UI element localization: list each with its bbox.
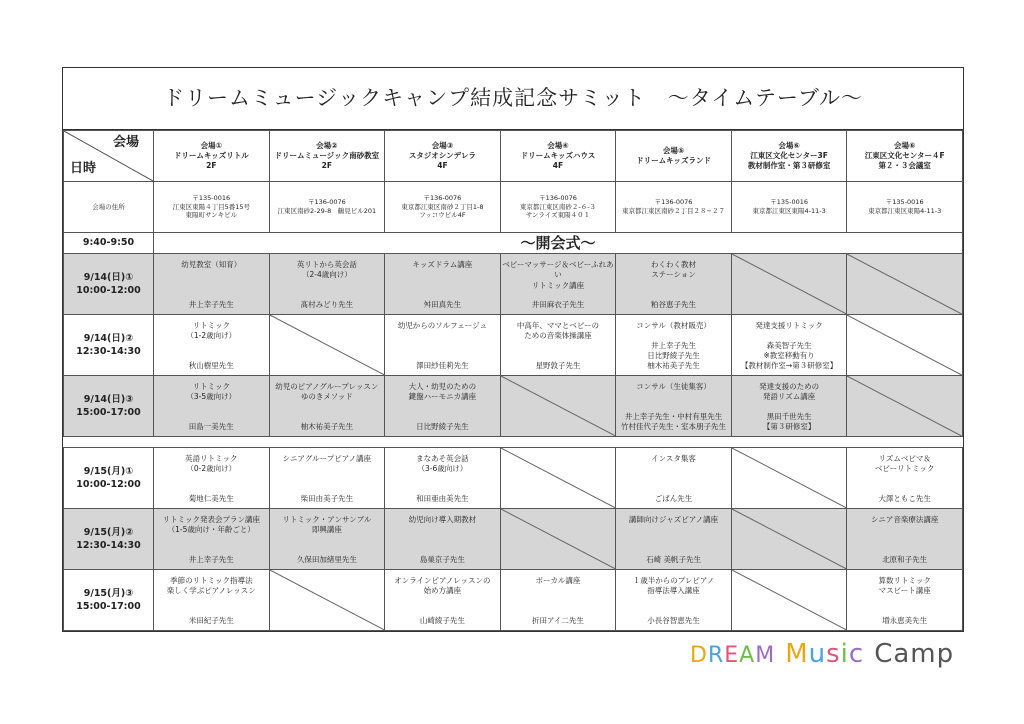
empty-session-cell	[500, 509, 616, 570]
logo-word-3: Camp	[874, 639, 955, 669]
venue-header-2: 会場② ドリームミュージック南砂教室 2F	[269, 131, 385, 182]
session-title: わくわく教材 ステーション	[651, 260, 697, 280]
venue-header-row	[64, 131, 963, 182]
empty-slot-diagonal	[732, 448, 847, 508]
session-teacher: 柚木祐美子先生	[300, 422, 354, 432]
dream-music-camp-logo	[690, 636, 955, 672]
session-title: リトミック・アンサンブル 即興講座	[282, 515, 372, 535]
session-cell	[385, 254, 501, 315]
session-content	[385, 260, 500, 310]
session-content	[270, 454, 385, 504]
timetable	[63, 130, 963, 631]
session-teacher: 石崎 美帆子先生	[646, 555, 701, 565]
venue-header-6: 会場⑥ 江東区文化センター3F 教材制作室・第３研修室	[731, 131, 847, 182]
session-cell	[731, 376, 847, 437]
session-content	[501, 321, 616, 371]
session-title: キッズドラム講座	[412, 260, 473, 270]
session-content	[154, 382, 269, 432]
venue-header-4: 会場④ ドリームキッズハウス 4F	[500, 131, 616, 182]
session-cell	[154, 570, 270, 631]
session-teacher: 髙村みどり先生	[300, 300, 354, 310]
session-teacher: 舛田真先生	[423, 300, 462, 310]
session-cell	[731, 315, 847, 376]
logo-letter: M	[785, 639, 809, 669]
session-cell	[269, 509, 385, 570]
session-title: 英語リトミック （0-2歳向け）	[185, 454, 238, 474]
session-teacher: 星野敦子先生	[535, 361, 581, 371]
empty-session-cell	[731, 448, 847, 509]
session-teacher: 島巣京子先生	[419, 555, 465, 565]
session-cell	[616, 376, 732, 437]
session-teacher: 小長谷智恵先生	[647, 616, 700, 626]
session-cell	[500, 254, 616, 315]
session-cell	[269, 376, 385, 437]
opening-row	[64, 233, 963, 254]
session-title: １歳半からのプレピアノ 指導法導入講座	[632, 576, 715, 596]
session-content	[616, 321, 731, 371]
venue-address-2: 〒136-0076 江東区南砂2-29-8 鶴見ビル201	[269, 182, 385, 233]
venue-address-5: 〒136-0076 東京都江東区南砂２丁目２８−２７	[616, 182, 732, 233]
session-content	[385, 576, 500, 626]
venue-address-7: 〒135-0016 東京都江東区東陽4-11-3	[847, 182, 963, 233]
session-time: 9/14(日)② 12:30-14:30	[64, 315, 154, 376]
session-content	[732, 321, 847, 371]
logo-letter: i	[840, 639, 849, 669]
venue-header-5: 会場⑤ ドリームキッズランド	[616, 131, 732, 182]
session-content	[154, 454, 269, 504]
day-separator	[64, 437, 963, 448]
day-separator-row	[64, 437, 963, 448]
logo-letter: D	[690, 643, 708, 668]
session-title: 英リトから英会話 （2-4歳向け）	[296, 260, 357, 280]
session-content	[847, 454, 962, 504]
session-teacher: 秋山樹里先生	[188, 361, 234, 371]
session-teacher: ごぱん先生	[654, 494, 693, 504]
session-title: コンサル（生徒集客）	[636, 382, 711, 392]
session-teacher: 北原和子先生	[882, 555, 928, 565]
empty-session-cell	[847, 376, 963, 437]
session-content	[501, 576, 616, 626]
logo-letter: A	[739, 643, 756, 668]
session-content	[270, 260, 385, 310]
session-row	[64, 376, 963, 437]
session-time: 9/15(月)③ 15:00-17:00	[64, 570, 154, 631]
empty-session-cell	[731, 254, 847, 315]
session-title: オンラインピアノレッスンの 始め方講座	[394, 576, 491, 596]
empty-slot-diagonal	[847, 315, 962, 375]
session-cell	[500, 315, 616, 376]
session-time: 9/15(月)② 12:30-14:30	[64, 509, 154, 570]
session-title: リトミック （3-5歳向け）	[186, 382, 237, 402]
session-content	[732, 382, 847, 432]
timetable-sheet	[62, 67, 964, 632]
session-title: 算数リトミック マスビート講座	[878, 576, 931, 596]
session-teacher: 久保田加緒里先生	[296, 555, 357, 565]
session-title: 季節のリトミック指導法 楽しく学ぶピアノレッスン	[166, 576, 256, 596]
session-title: ボーカル講座	[535, 576, 581, 586]
session-content	[154, 260, 269, 310]
logo-letter: E	[724, 643, 740, 668]
venue-address-3: 〒136-0076 東京都江東区南砂２丁目1-8 フッコウビル4F	[385, 182, 501, 233]
session-cell	[154, 509, 270, 570]
page-title: ドリームミュージックキャンプ結成記念サミット ～タイムテーブル～	[63, 68, 963, 130]
session-time: 9/15(月)① 10:00-12:00	[64, 448, 154, 509]
session-teacher: 大澤ともこ先生	[878, 494, 931, 504]
session-teacher: 井上幸子先生 日比野綾子先生 柚木祐美子先生	[647, 340, 700, 371]
session-teacher: 澤田紗佳莉先生	[416, 361, 469, 371]
empty-session-cell	[269, 570, 385, 631]
session-title: インスタ集客	[651, 454, 696, 464]
empty-slot-diagonal	[501, 448, 616, 508]
venue-header-7: 会場⑥ 江東区文化センター４F 第２・３会議室	[847, 131, 963, 182]
session-cell	[154, 254, 270, 315]
session-teacher: 森美智子先生 ※教室移動有り 【教材制作室→第３研修室】	[740, 340, 838, 371]
opening-time: 9:40-9:50	[64, 233, 154, 254]
logo-word-1	[690, 639, 775, 669]
session-content	[270, 382, 385, 432]
empty-slot-diagonal	[501, 509, 616, 569]
session-teacher: 和田亜由美先生	[416, 494, 469, 504]
session-teacher: 米田紀子先生	[188, 616, 234, 626]
session-title: リズムベビマ＆ ベビーリトミック	[874, 454, 935, 474]
empty-slot-diagonal	[847, 376, 962, 436]
session-content	[616, 454, 731, 504]
session-cell	[500, 570, 616, 631]
session-cell	[385, 315, 501, 376]
empty-slot-diagonal	[732, 254, 847, 314]
session-cell	[616, 570, 732, 631]
session-title: 幼児からのソルフェージュ	[397, 321, 487, 331]
logo-letter: u	[808, 639, 827, 669]
session-cell	[269, 254, 385, 315]
session-cell	[847, 570, 963, 631]
session-cell	[269, 448, 385, 509]
venue-header-1: 会場① ドリームキッズリトル 2F	[154, 131, 270, 182]
empty-slot-diagonal	[270, 315, 385, 375]
session-teacher: 粕谷恵子先生	[651, 300, 697, 310]
session-content	[616, 515, 731, 565]
session-title: シニアグループピアノ講座	[282, 454, 372, 464]
session-title: 大人・幼児のための 鍵盤ハーモニカ講座	[408, 382, 477, 402]
session-title: 講師向けジャズピアノ講座	[628, 515, 719, 525]
session-teacher: 田島一美先生	[188, 422, 234, 432]
session-title: まなあそ英会話 （3-6歳向け）	[416, 454, 469, 474]
empty-session-cell	[847, 315, 963, 376]
session-teacher: 井上幸子先生	[188, 300, 234, 310]
session-content	[616, 576, 731, 626]
session-content	[847, 515, 962, 565]
session-content	[270, 515, 385, 565]
session-teacher: 柴田由美子先生	[300, 494, 354, 504]
session-title: シニア音楽療法講座	[870, 515, 939, 525]
empty-session-cell	[731, 570, 847, 631]
session-content	[501, 260, 616, 310]
session-row	[64, 509, 963, 570]
session-teacher: 菊地仁美先生	[188, 494, 234, 504]
session-content	[154, 515, 269, 565]
session-cell	[616, 509, 732, 570]
address-row	[64, 182, 963, 233]
address-label: 会場の住所	[64, 182, 154, 233]
session-teacher: 増永恵美先生	[882, 616, 928, 626]
venue-header-3: 会場③ スタジオシンデレラ 4F	[385, 131, 501, 182]
empty-slot-diagonal	[270, 570, 385, 630]
empty-session-cell	[269, 315, 385, 376]
session-cell	[385, 448, 501, 509]
venue-address-4: 〒136-0076 東京都江東区南砂２-６-３ サンライズ東陽４０１	[500, 182, 616, 233]
session-content	[616, 260, 731, 310]
session-teacher: 山崎綾子先生	[419, 616, 465, 626]
session-title: 発達支援リトミック	[755, 321, 823, 331]
session-cell	[847, 509, 963, 570]
corner-cell	[64, 131, 154, 182]
logo-letter: M	[755, 643, 776, 668]
empty-session-cell	[500, 376, 616, 437]
session-cell	[154, 448, 270, 509]
empty-slot-diagonal	[847, 254, 962, 314]
session-cell	[616, 254, 732, 315]
session-teacher: 井田麻衣子先生	[531, 300, 585, 310]
session-row	[64, 254, 963, 315]
session-teacher: 折田アイ二先生	[532, 616, 584, 626]
session-content	[847, 576, 962, 626]
session-row	[64, 315, 963, 376]
session-content	[385, 321, 500, 371]
session-teacher: 日比野綾子先生	[416, 422, 469, 432]
empty-session-cell	[731, 509, 847, 570]
opening-ceremony-label: ～開会式～	[154, 233, 963, 254]
empty-slot-diagonal	[732, 509, 847, 569]
session-cell	[385, 376, 501, 437]
empty-session-cell	[847, 254, 963, 315]
empty-slot-diagonal	[732, 570, 847, 630]
session-content	[385, 382, 500, 432]
venue-address-6: 〒135-0016 東京都江東区東陽4-11-3	[731, 182, 847, 233]
session-time: 9/14(日)① 10:00-12:00	[64, 254, 154, 315]
session-cell	[385, 509, 501, 570]
empty-session-cell	[500, 448, 616, 509]
session-content	[385, 454, 500, 504]
session-title: 発達支援のための 発語リズム講座	[759, 382, 820, 402]
session-title: リトミック発表会プラン講座 （1-5歳向け・年齢ごと）	[162, 515, 260, 535]
session-teacher: 黒田千世先生 【第３研修室】	[762, 412, 816, 432]
session-teacher: 井上幸子先生	[188, 555, 234, 565]
session-title: 幼児教室（知育）	[181, 260, 242, 270]
session-content	[385, 515, 500, 565]
session-cell	[616, 315, 732, 376]
logo-word-2	[785, 639, 864, 669]
logo-letter: s	[826, 639, 841, 669]
logo-letter: c	[848, 639, 865, 669]
session-title: 幼児向け導入期教材	[408, 515, 477, 525]
session-title: コンサル（教材販売）	[636, 321, 711, 331]
session-title: リトミック （1-2歳向け）	[186, 321, 237, 341]
session-title: 中高年、ママとベビーの ための音楽体操講座	[516, 321, 600, 341]
session-teacher: 井上幸子先生・中村有里先生 竹村佳代子先生・室本朋子先生	[621, 412, 727, 432]
session-title: 幼児のピアノグループレッスン ゆのきメソッド	[275, 382, 379, 402]
session-cell	[616, 448, 732, 509]
session-cell	[154, 376, 270, 437]
logo-letter: R	[707, 643, 725, 668]
corner-venue-label: 会場	[112, 135, 139, 150]
session-row	[64, 448, 963, 509]
session-cell	[154, 315, 270, 376]
session-row	[64, 570, 963, 631]
session-cell	[385, 570, 501, 631]
venue-address-1: 〒135-0016 江東区東陽４丁目5番15号 東陽町サンキビル	[154, 182, 270, 233]
empty-slot-diagonal	[501, 376, 616, 436]
corner-datetime-label: 日時	[70, 161, 97, 177]
session-title: ベビーマッサージ＆ベビーふれあい リトミック講座	[502, 260, 614, 290]
session-time: 9/14(日)③ 15:00-17:00	[64, 376, 154, 437]
session-content	[154, 576, 269, 626]
session-cell	[847, 448, 963, 509]
session-content	[154, 321, 269, 371]
session-content	[616, 382, 731, 432]
